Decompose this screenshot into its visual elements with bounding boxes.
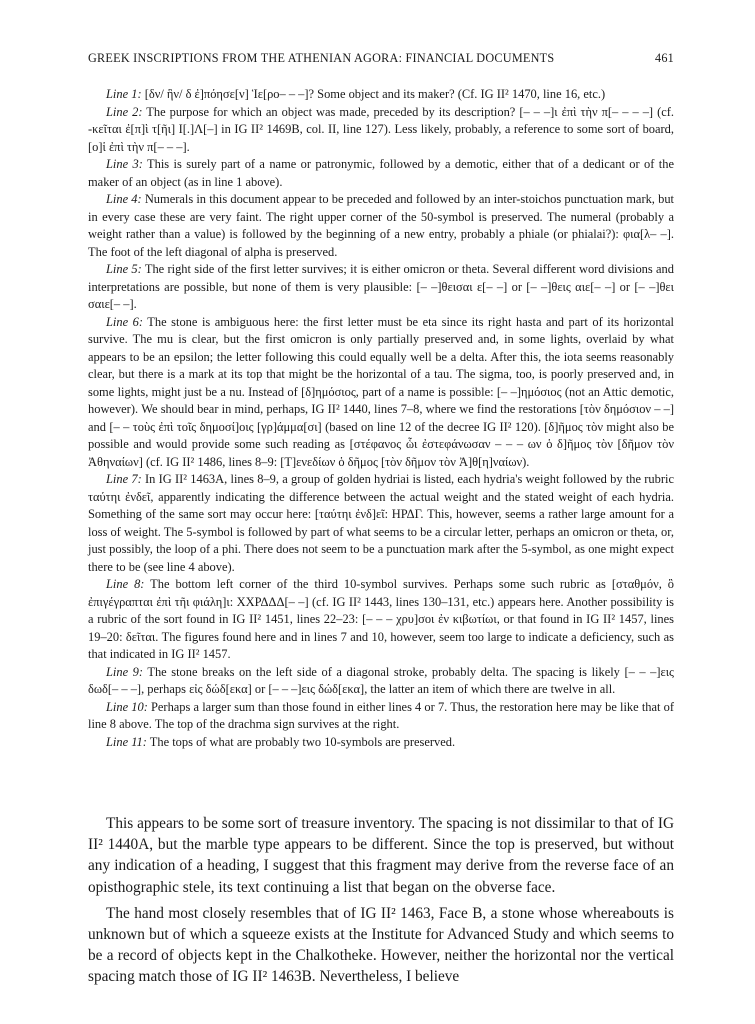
note-line-2 xyxy=(88,104,674,157)
note-text: Numerals in this document appear to be preceded and followed by an inter-stoichos punctuation mark, but in every case these are very faint. The right upper corner of the 50-symbol is preserved. The numeral (probably a weight rather than a value) is followed by the beginning of a new entry, probably a phiale (or phialai?): φια[λ– –]. The foot of the left diagonal of alpha is preserved. xyxy=(88,192,674,259)
note-label: Line 1: xyxy=(106,87,142,101)
note-text: The bottom left corner of the third 10-symbol survives. Perhaps some such rubric as [σταθμόν, ὃ ἐπιγέγραπται ἐπὶ τῆι φιάλη]ι: ΧΧΡΔΔΔ[– –] (cf. IG II² 1443, lines 130–131, etc.) appears here. Another possibility is a rubric of the sort found in IG II² 1451, lines 22–23: [– – – χρυ]σοι ἐν κιβωτίωι, or that found in IG II² 1457, lines 19–20: δεῖται. The figures found here and in lines 7 and 10, however, seem too large to indicate a deficiency, such as that indicated in IG II² 1457. xyxy=(88,577,674,661)
main-text xyxy=(88,813,674,988)
note-label: Line 11: xyxy=(106,734,147,749)
note-line-7 xyxy=(88,471,674,576)
note-text: The right side of the first letter survives; it is either omicron or theta. Several different word divisions and interpretations are possible, but none of them is very plausible: [– –]θεισαι ε[– –] or [– –]θεις αιε[– –] or [– –]θει σαιε[– –]. xyxy=(88,262,674,311)
note-line-6 xyxy=(88,314,674,472)
note-text: Perhaps a larger sum than those found in either lines 4 or 7. Thus, the restoration here may be like that of line 8 above. The top of the drachma sign survives at the right. xyxy=(88,699,674,731)
note-label: Line 7: xyxy=(106,472,142,486)
running-title: GREEK INSCRIPTIONS FROM THE ATHENIAN AGORA: FINANCIAL DOCUMENTS xyxy=(88,51,555,65)
running-header xyxy=(88,51,674,66)
note-line-9 xyxy=(88,664,674,699)
note-label: Line 3: xyxy=(106,157,143,171)
note-label: Line 6: xyxy=(106,314,143,329)
note-text: The tops of what are probably two 10-symbols are preserved. xyxy=(146,734,456,749)
note-text: The stone is ambiguous here: the first letter must be eta since its right hasta and part of its horizontal survive. The mu is clear, but the first omicron is only partially preserved and, in some lights, overlaid by what appears to be an epsilon; the letter following this could equally well be a delta. After this, the iota seems reasonably clear, but there is a mark at its top that might be the horizontal of a tau. The sigma, too, is poorly preserved and, in some lights, might just be a nu. Instead of [δ]ημόσιος, part of a name is possible: [– –]ημόσιος (not an Attic demotic, however). We should bear in mind, perhaps, IG II² 1440, lines 7–8, where we find the restorations [τὸν δημόσιον – –] and [– – τοὺς ἐπὶ τοῖς δημοσί]οις [γρ]άμμα[σι] (based on line 12 of the decree IG II² 120). [δ]ῆμος τὸν might also be possible and would provide some such reading as [στέφανος ὧι ἐστεφάνωσαν – – – ων ὁ δ]ῆμος τὸν [δῆμον τὸν Ἀθηναίων] (cf. IG II² 1486, lines 8–9: [Τ]ενεδίων ὁ δῆμος [τὸν δῆμον τὸν Ἀ]θ[η]ναίων). xyxy=(88,314,674,469)
note-label: Line 9: xyxy=(106,664,144,679)
note-line-5 xyxy=(88,261,674,314)
note-text: This is surely part of a name or patronymic, followed by a demotic, either that of a dedicant or of the maker of an object (as in line 1 above). xyxy=(88,157,674,189)
line-commentary xyxy=(88,86,674,751)
note-line-10 xyxy=(88,699,674,734)
note-text: The purpose for which an object was made, preceded by its description? [– – –]ι ἐπὶ τὴν π[– – – –] (cf. -κεῖται ἐ[π]ὶ τ[ῆι] Ι[.]Λ[–] in IG II² 1469B, col. II, line 127). Less likely, probably, a reference to some sort of board, [ο]ἱ ἐπὶ τὴν π[– – –]. xyxy=(88,104,674,154)
page-number: 461 xyxy=(654,51,674,65)
note-label: Line 8: xyxy=(106,577,145,591)
note-label: Line 4: xyxy=(106,192,142,206)
note-text: In IG II² 1463A, lines 8–9, a group of golden hydriai is listed, each hydria's weight followed by the rubric ταύτηι ἐνδεῖ, apparently indicating the difference between the actual weight and the stated weight of each hydria. Something of the same sort may occur here: [ταύτηι ἐνδ]εῖ: HΡΔΓ. This, however, seems a rather large amount for a loss of weight. The 5-symbol is followed by part of what seems to be a circular letter, perhaps an omicron or theta, or, just possibly, the loop of a phi. There does not seem to be a punctuation mark after the 5-symbol, as one might expect there to be (see line 4 above). xyxy=(88,472,674,574)
note-label: Line 2: xyxy=(106,104,143,119)
note-label: Line 10: xyxy=(106,699,148,714)
body-paragraph: The hand most closely resembles that of IG II² 1463, Face B, a stone whose whereabouts is unknown but of which a squeeze exists at the Institute for Advanced Study and which seems to be a record of objects kept in the Chalkotheke. However, neither the horizontal nor the vertical spacing match those of IG II² 1463B. Nevertheless, I believe xyxy=(88,904,674,986)
note-line-3 xyxy=(88,156,674,191)
note-line-11 xyxy=(88,734,674,752)
note-line-8 xyxy=(88,576,674,664)
note-text: The stone breaks on the left side of a diagonal stroke, probably delta. The spacing is likely [– – –]εις δωδ[– – –], perhaps εἰς δώδ[εκα] or [– – –]εις δώδ[εκα], the latter an item of which there are twelve in all. xyxy=(88,664,674,696)
note-line-4 xyxy=(88,191,674,261)
note-text: [δν/ ἣν/ δ ἐ]πόησε[ν] Ἱε[ρο– – –]? Some object and its maker? (Cf. IG II² 1470, line 16, etc.) xyxy=(141,87,606,101)
note-line-1 xyxy=(88,86,674,104)
note-label: Line 5: xyxy=(106,262,142,276)
body-paragraph: This appears to be some sort of treasure inventory. The spacing is not dissimilar to that of IG II² 1440A, but the marble type appears to be different. Since the top is preserved, but without any indication of a heading, I suggest that this fragment may derive from the reverse face of an opisthographic stele, its text continuing a list that began on the obverse face. xyxy=(88,815,674,896)
